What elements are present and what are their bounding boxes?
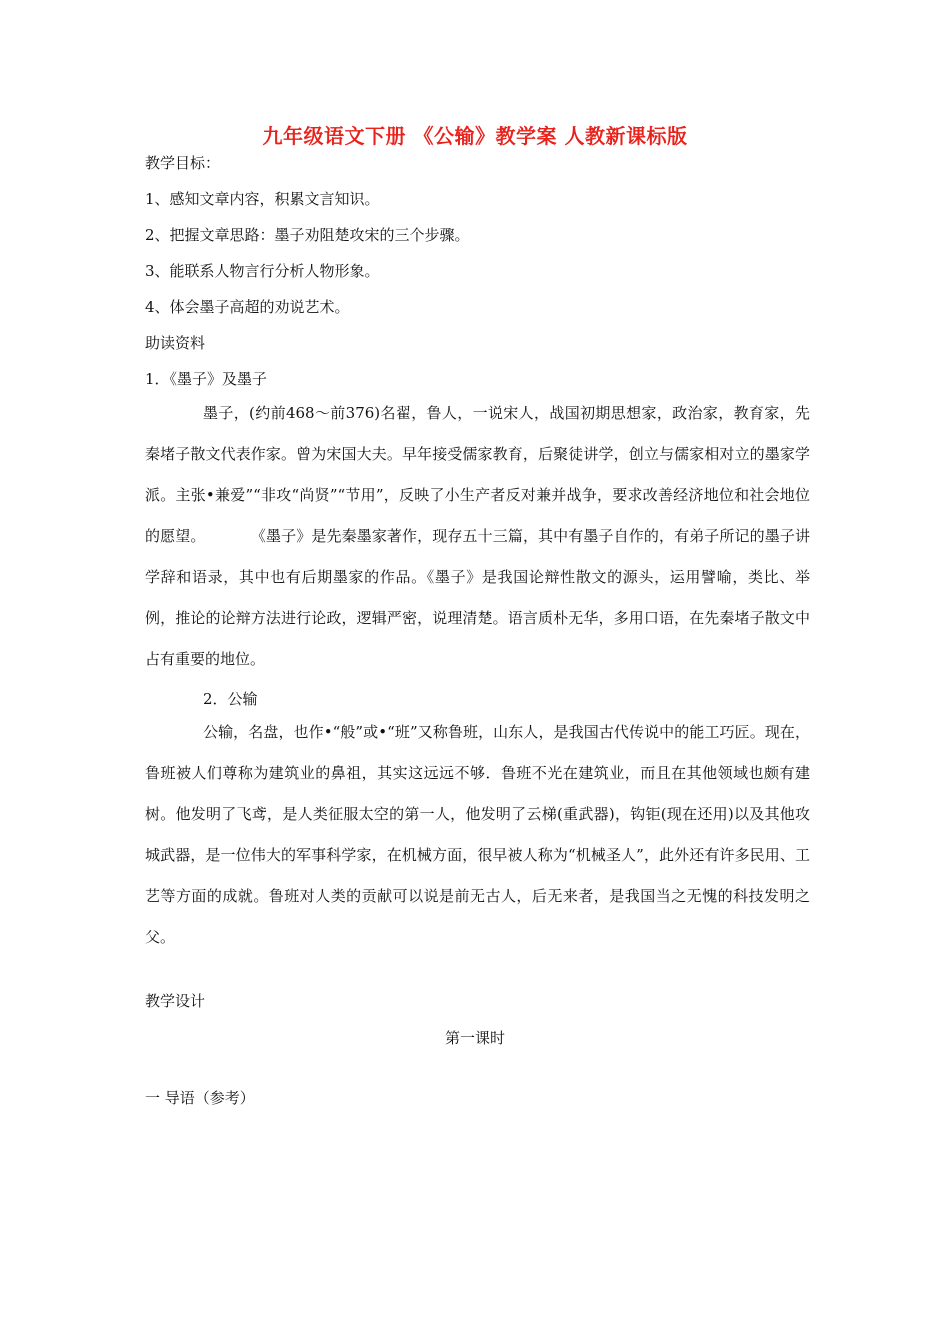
objective-item-4: 4、体会墨子高超的劝说艺术。 bbox=[145, 298, 350, 316]
section1-body: 墨子，(约前468～前376)名翟，鲁人，一说宋人，战国初期思想家，政治家，教育家，先秦堵子散文代表作家。曾为宋国大夫。早年接受儒家教育，后聚徒讲学，创立与儒家相对立的墨家学派。主张•兼爱”“非攻“尚贤”“节用”，反映了小生产者反对兼并战争，要求改善经济地位和社会地位的愿望。 《墨子》是先秦墨家著作，现存五十三篇，其中有墨子自作的，有弟子所记的墨子讲学辞和语录，其中也有后期墨家的作品。《墨子》是我国论辩性散文的源头，运用譬喻，类比、举例，推论的论辩方法进行论政，逻辑严密，说理清楚。语言质朴无华，多用口语，在先秦堵子散文中占有重要的地位。 bbox=[145, 404, 810, 668]
lesson-heading: 第一课时 bbox=[444, 1029, 505, 1047]
design-heading: 教学设计 bbox=[145, 992, 206, 1010]
intro-heading: 一 导语（参考） bbox=[145, 1089, 255, 1107]
objectives-heading: 教学目标： bbox=[145, 154, 221, 172]
reading-heading: 助读资料 bbox=[145, 334, 206, 352]
section2-heading: 2．公输 bbox=[203, 690, 258, 708]
section1-heading: 1．《墨子》及墨子 bbox=[145, 370, 268, 388]
document-title: 九年级语文下册 《公输》教学案 人教新课标版 bbox=[262, 124, 688, 148]
objective-item-3: 3、能联系人物言行分析人物形象。 bbox=[145, 262, 380, 280]
objective-item-1: 1、感知文章内容，积累文言知识。 bbox=[145, 190, 380, 208]
objective-item-2: 2、把握文章思路：墨子劝阻楚攻宋的三个步骤。 bbox=[145, 226, 470, 244]
section2-body: 公输，名盘，也作•“般”或•“班”又称鲁班，山东人，是我国古代传说中的能工巧匠。现在，鲁班被人们尊称为建筑业的鼻祖，其实这远远不够．鲁班不光在建筑业，而且在其他领域也颇有建树。他发明了飞鸢，是人类征服太空的第一人，他发明了云梯(重武器)，钩钜(现在还用)以及其他攻城武器，是一位伟大的军事科学家，在机械方面，很早被人称为“机械圣人”，此外还有许多民用、工艺等方面的成就。鲁班对人类的贡献可以说是前无古人，后无来者，是我国当之无愧的科技发明之父。 bbox=[145, 723, 810, 946]
